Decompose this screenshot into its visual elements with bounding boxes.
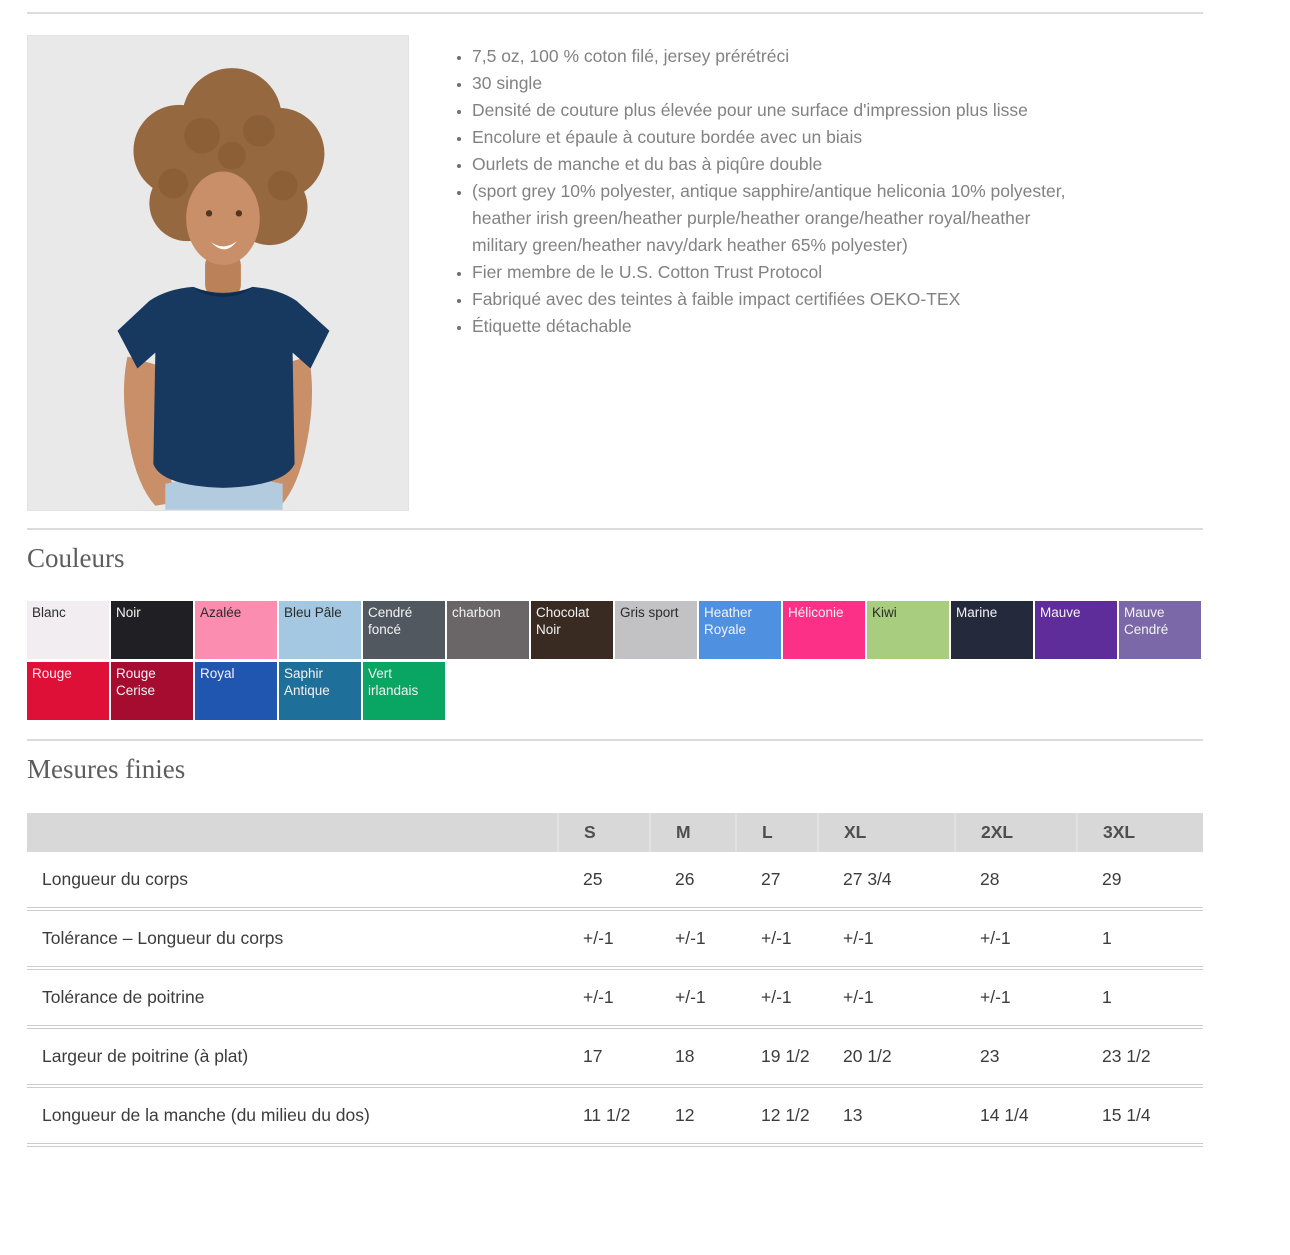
measurement-row-label: Tolérance – Longueur du corps (42, 928, 284, 948)
color-swatch-label: Rouge (32, 666, 72, 681)
measurement-row-label: Longueur de la manche (du milieu du dos) (42, 1105, 370, 1125)
color-swatch-label: Vert irlandais (368, 666, 419, 698)
measurement-row-tol-rance-longueur-du-corps (27, 909, 1203, 968)
size-column-header-m: M (650, 813, 736, 852)
measurement-value: 25 (583, 869, 603, 889)
measurement-value: 1 (1102, 928, 1112, 948)
page (27, 12, 1203, 1147)
measurement-value: 14 1/4 (980, 1105, 1029, 1125)
top-divider (27, 12, 1203, 14)
measurement-value: +/-1 (980, 928, 1011, 948)
color-swatch-label: Royal (200, 666, 235, 681)
measurement-value: 13 (843, 1105, 863, 1125)
measurement-value: +/-1 (980, 987, 1011, 1007)
color-swatch-label: Heather Royale (704, 605, 753, 637)
feature-item: • Fier membre de le U.S. Cotton Trust Protocol (472, 259, 1079, 286)
product-photo (27, 35, 409, 511)
color-swatch-heather-royale[interactable] (699, 601, 781, 659)
color-swatch-label: Saphir Antique (284, 666, 330, 698)
color-swatch-label: Bleu Pâle (284, 605, 342, 620)
size-table-corner-cell (27, 813, 558, 852)
feature-item: • Ourlets de manche et du bas à piqûre double (472, 151, 1079, 178)
color-swatch-label: Chocolat Noir (536, 605, 590, 637)
feature-item: • 30 single (472, 70, 1079, 97)
color-swatch-noir[interactable] (111, 601, 193, 659)
size-column-header-s: S (558, 813, 650, 852)
color-swatch-azal-e[interactable] (195, 601, 277, 659)
measurements-divider (27, 739, 1203, 741)
feature-item: • 7,5 oz, 100 % coton filé, jersey prérétréci (472, 43, 1079, 70)
color-swatch-label: Mauve (1040, 605, 1081, 620)
size-table (27, 813, 1203, 1147)
color-swatch-label: Rouge Cerise (116, 666, 156, 698)
feature-item: • Densité de couture plus élevée pour une surface d'impression plus lisse (472, 97, 1079, 124)
measurement-value: 29 (1102, 869, 1122, 889)
measurement-value: 27 (761, 869, 781, 889)
measurement-value: +/-1 (675, 987, 706, 1007)
measurements-section (27, 754, 1203, 1147)
feature-item: • Encolure et épaule à couture bordée avec un biais (472, 124, 1079, 151)
feature-item: • Étiquette détachable (472, 313, 1079, 340)
color-swatch-label: Mauve Cendré (1124, 605, 1169, 637)
color-swatch-label: Azalée (200, 605, 242, 620)
measurement-value: 28 (980, 869, 1000, 889)
measurement-value: 23 (980, 1046, 1000, 1066)
measurement-value: 11 1/2 (583, 1105, 631, 1125)
measurement-value: +/-1 (761, 928, 792, 948)
measurement-row-label: Largeur de poitrine (à plat) (42, 1046, 249, 1066)
size-column-header-3xl: 3XL (1077, 813, 1203, 852)
color-swatch-vert-irlandais[interactable] (363, 662, 445, 720)
measurement-value: +/-1 (761, 987, 792, 1007)
measurement-value: 26 (675, 869, 695, 889)
measurement-value: 27 3/4 (843, 869, 892, 889)
measurement-value: 17 (583, 1046, 603, 1066)
measurement-row-longueur-de-la-manche-du-milieu-du-dos (27, 1086, 1203, 1145)
color-swatch-cendr-fonc[interactable] (363, 601, 445, 659)
color-swatch-label: Gris sport (620, 605, 679, 620)
measurement-value: 12 (675, 1105, 695, 1125)
measurement-value: 12 1/2 (761, 1105, 810, 1125)
size-table-body (27, 852, 1203, 1145)
measurement-value: +/-1 (843, 987, 874, 1007)
colors-title: Couleurs (27, 543, 125, 573)
color-swatch-h-liconie[interactable] (783, 601, 865, 659)
product-hero (27, 35, 1203, 511)
measurement-row-longueur-du-corps (27, 852, 1203, 909)
color-swatch-bleu-p-le[interactable] (279, 601, 361, 659)
size-column-header-l: L (736, 813, 818, 852)
color-swatch-rouge-cerise[interactable] (111, 662, 193, 720)
measurement-value: 23 1/2 (1102, 1046, 1151, 1066)
measurement-row-label: Longueur du corps (42, 869, 188, 889)
color-swatch-royal[interactable] (195, 662, 277, 720)
measurement-value: 18 (675, 1046, 695, 1066)
measurement-value: 15 1/4 (1102, 1105, 1151, 1125)
size-column-header-xl: XL (818, 813, 955, 852)
color-swatch-mauve[interactable] (1035, 601, 1117, 659)
color-swatch-grid (27, 601, 1205, 720)
color-swatch-chocolat-noir[interactable] (531, 601, 613, 659)
size-column-header-2xl: 2XL (955, 813, 1077, 852)
measurement-value: +/-1 (843, 928, 874, 948)
measurements-title: Mesures finies (27, 754, 186, 784)
measurement-value: 20 1/2 (843, 1046, 892, 1066)
color-swatch-mauve-cendr[interactable] (1119, 601, 1201, 659)
measurement-row-tol-rance-de-poitrine (27, 968, 1203, 1027)
measurement-value: +/-1 (583, 928, 614, 948)
color-swatch-label: charbon (452, 605, 501, 620)
color-swatch-label: Héliconie (788, 605, 844, 620)
color-swatch-rouge[interactable] (27, 662, 109, 720)
color-swatch-charbon[interactable] (447, 601, 529, 659)
measurement-value: 19 1/2 (761, 1046, 810, 1066)
feature-item: • (sport grey 10% polyester, antique sapphire/antique heliconia 10% polyester, heather irish green/heather purple/heather orange/heather royal/heather military green/heather navy/dark heather 65% polyester) (472, 178, 1079, 259)
color-swatch-blanc[interactable] (27, 601, 109, 659)
model-illustration (28, 36, 408, 510)
feature-item: • Fabriqué avec des teintes à faible impact certifiées OEKO-TEX (472, 286, 1079, 313)
color-swatch-gris-sport[interactable] (615, 601, 697, 659)
colors-section (27, 543, 1203, 720)
measurement-row-largeur-de-poitrine-plat (27, 1027, 1203, 1086)
color-swatch-label: Cendré foncé (368, 605, 413, 637)
colors-divider (27, 528, 1203, 530)
color-swatch-label: Marine (956, 605, 998, 620)
color-swatch-kiwi[interactable] (867, 601, 949, 659)
feature-list-container (439, 43, 1079, 511)
color-swatch-marine[interactable] (951, 601, 1033, 659)
measurement-value: +/-1 (675, 928, 706, 948)
color-swatch-label: Noir (116, 605, 141, 620)
measurement-value: +/-1 (583, 987, 614, 1007)
feature-list (439, 43, 1079, 340)
measurement-row-label: Tolérance de poitrine (42, 987, 205, 1007)
measurement-value: 1 (1102, 987, 1112, 1007)
size-table-header-row (27, 813, 1203, 852)
color-swatch-saphir-antique[interactable] (279, 662, 361, 720)
color-swatch-label: Kiwi (872, 605, 897, 620)
color-swatch-label: Blanc (32, 605, 66, 620)
